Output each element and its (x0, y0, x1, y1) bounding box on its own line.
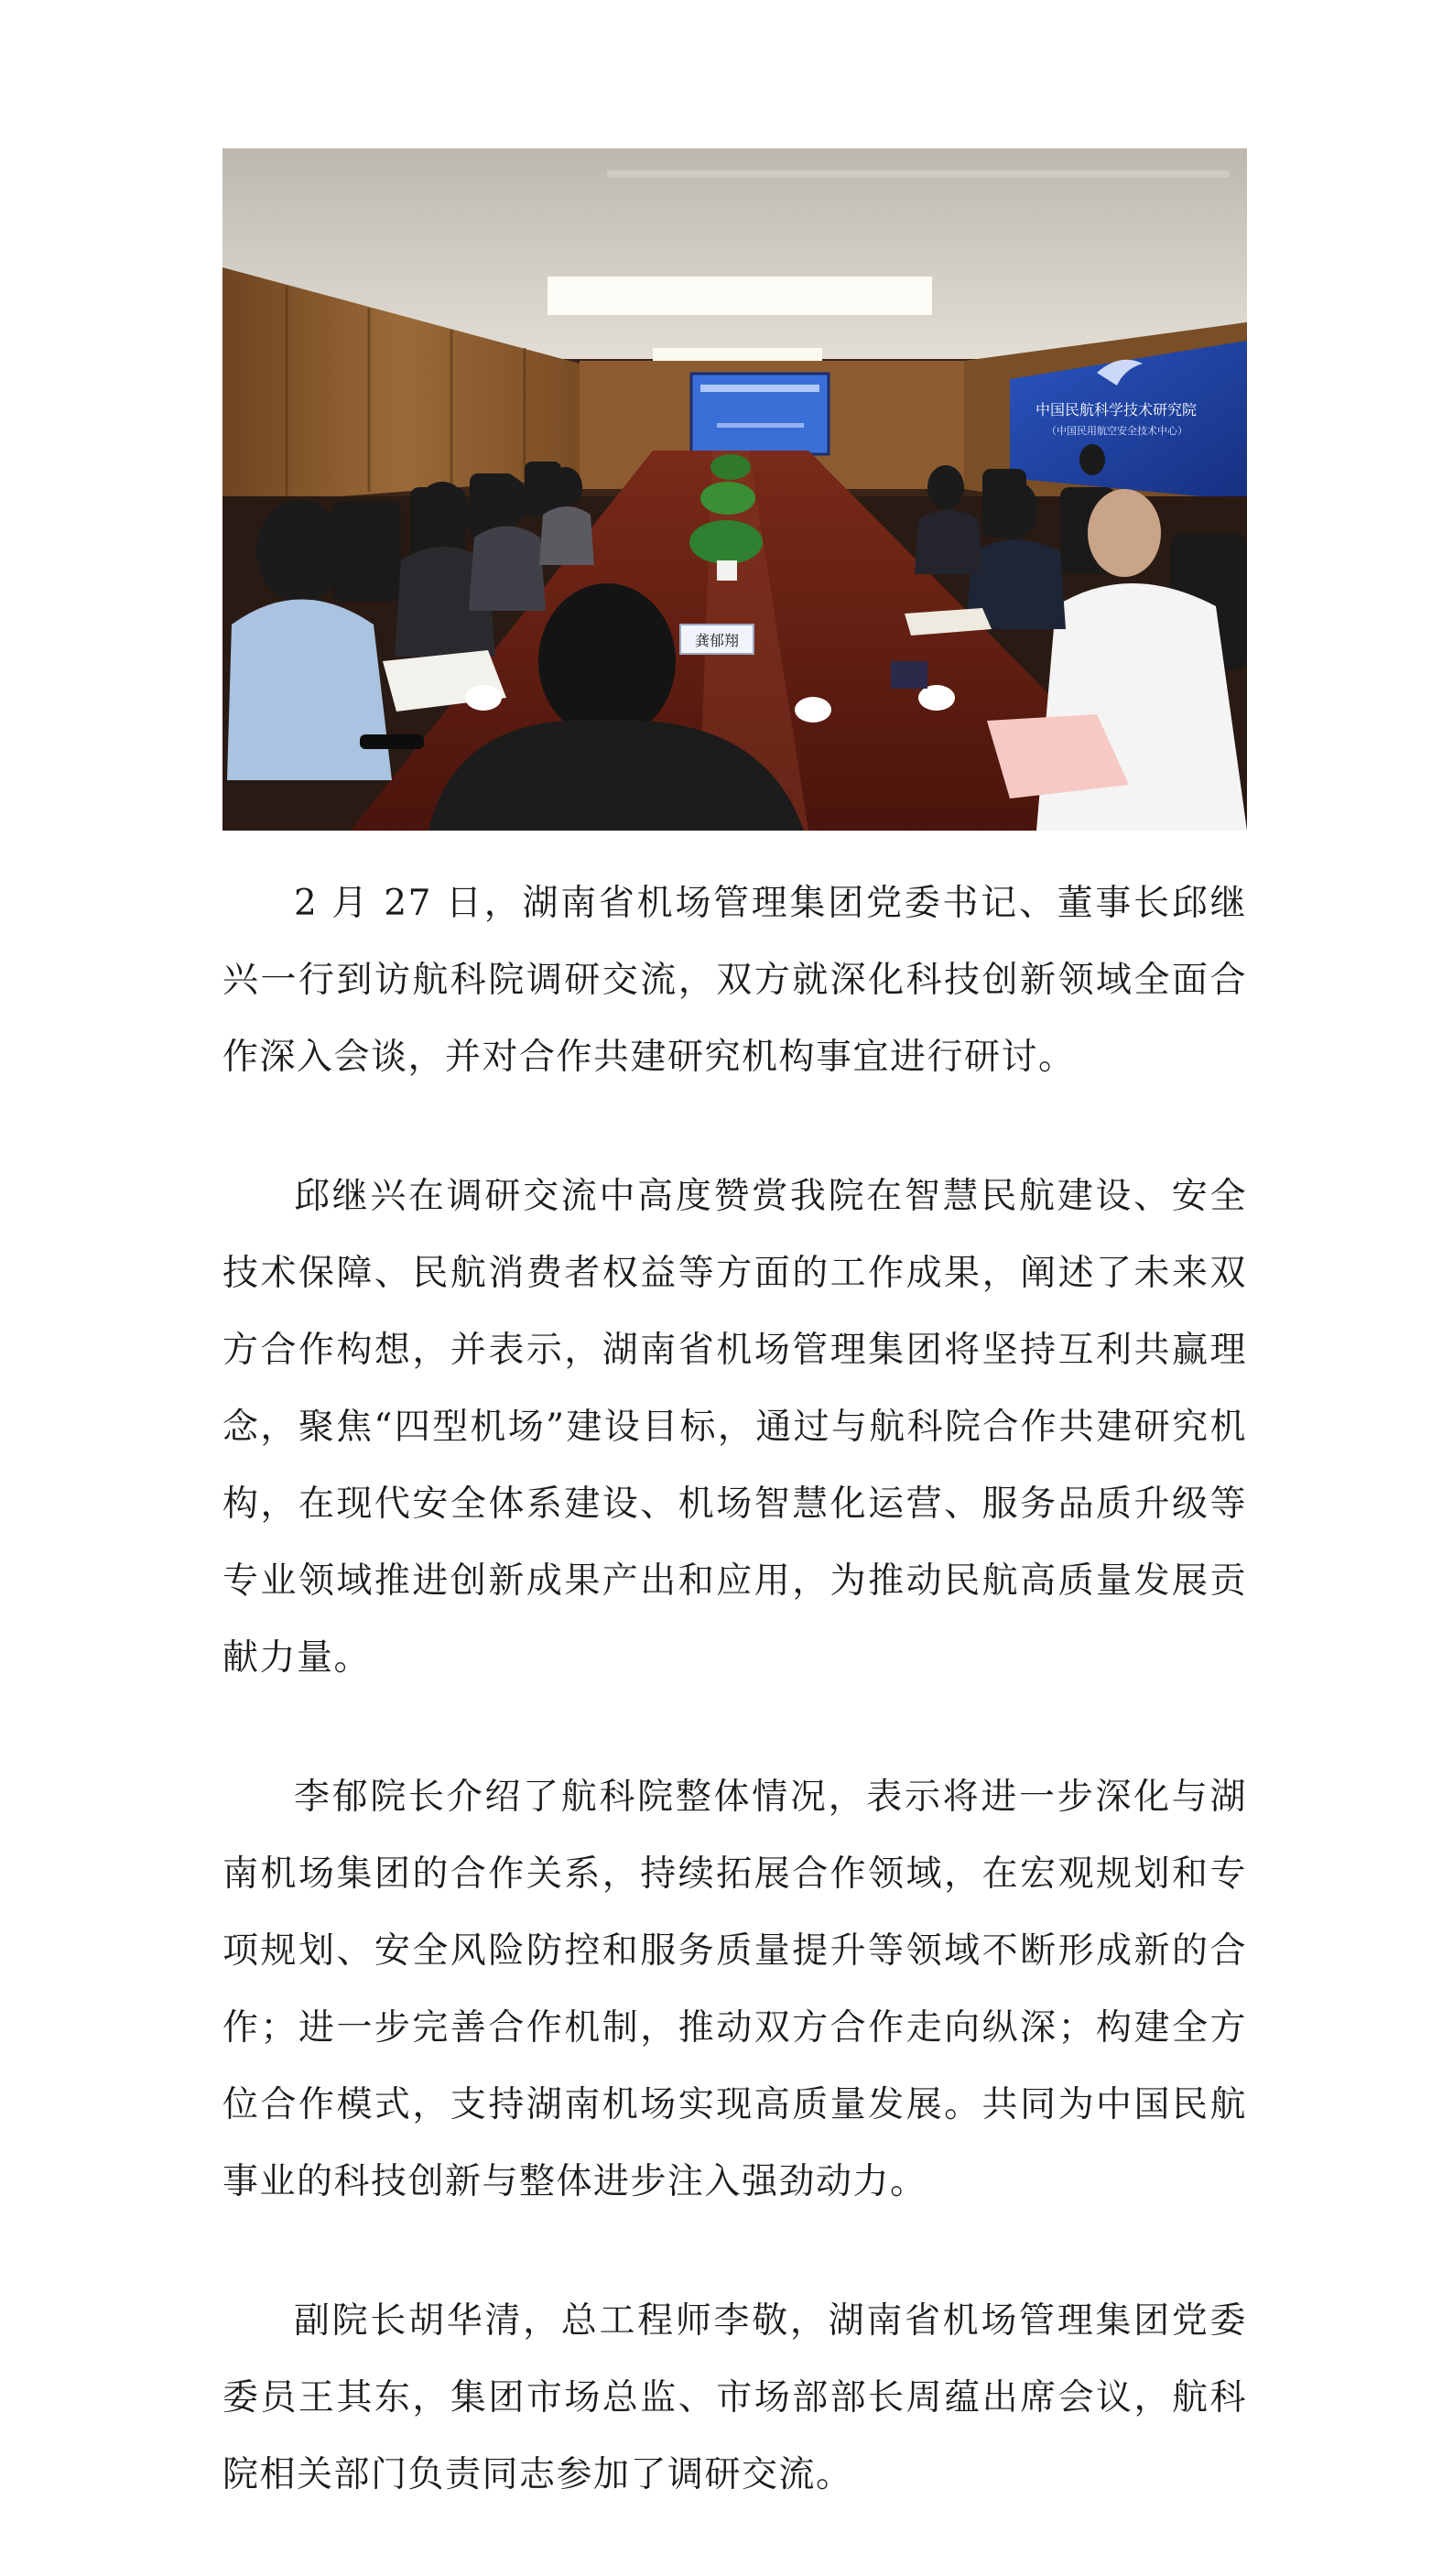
ceiling-light (653, 348, 822, 361)
article-paragraph: 邱继兴在调研交流中高度赞赏我院在智慧民航建设、安全技术保障、民航消费者权益等方面的工作成果，阐述了未来双方合作构想，并表示，湖南省机场管理集团将坚持互利共赢理念，聚焦“四型机场”建设目标，通过与航科院合作共建研究机构，在现代安全体系建设、机场智慧化运营、服务品质升级等专业领域推进创新成果产出和应用，为推动民航高质量发展贡献力量。 (222, 1176, 1247, 1679)
ceiling-trim (607, 170, 1230, 178)
banner-org-subtitle: （中国民用航空安全技术中心） (1046, 425, 1187, 437)
article-paragraph: 李郁院长介绍了航科院整体情况，表示将进一步深化与湖南机场集团的合作关系，持续拓展合作领域，在宏观规划和专项规划、安全风险防控和服务质量提升等领域不断形成新的合作；进一步完善合作机制，推动双方合作走向纵深；构建全方位合作模式，支持湖南机场实现高质量发展。共同为中国民航事业的科技创新与整体进步注入强劲动力。 (222, 1777, 1247, 2202)
article-paragraph: 2 月 27 日，湖南省机场管理集团党委书记、董事长邱继兴一行到访航科院调研交流，双方就深化科技创新领域全面合作深入会谈，并对合作共建研究机构事宜进行研讨。 (222, 883, 1247, 1078)
article-body (222, 865, 1247, 2576)
ceiling-light (548, 277, 932, 315)
banner-org-name: 中国民航科学技术研究院 (1036, 401, 1198, 418)
meeting-photo (222, 148, 1247, 831)
name-plate (680, 625, 754, 654)
meeting-room-illustration (222, 148, 1247, 831)
article-paragraph: 副院长胡华清，总工程师李敬，湖南省机场管理集团党委委员王其东，集团市场总监、市场部部长周蕴出席会议，航科院相关部门负责同志参加了调研交流。 (222, 2300, 1247, 2495)
name-plate-text: 龚郁翔 (694, 632, 740, 649)
